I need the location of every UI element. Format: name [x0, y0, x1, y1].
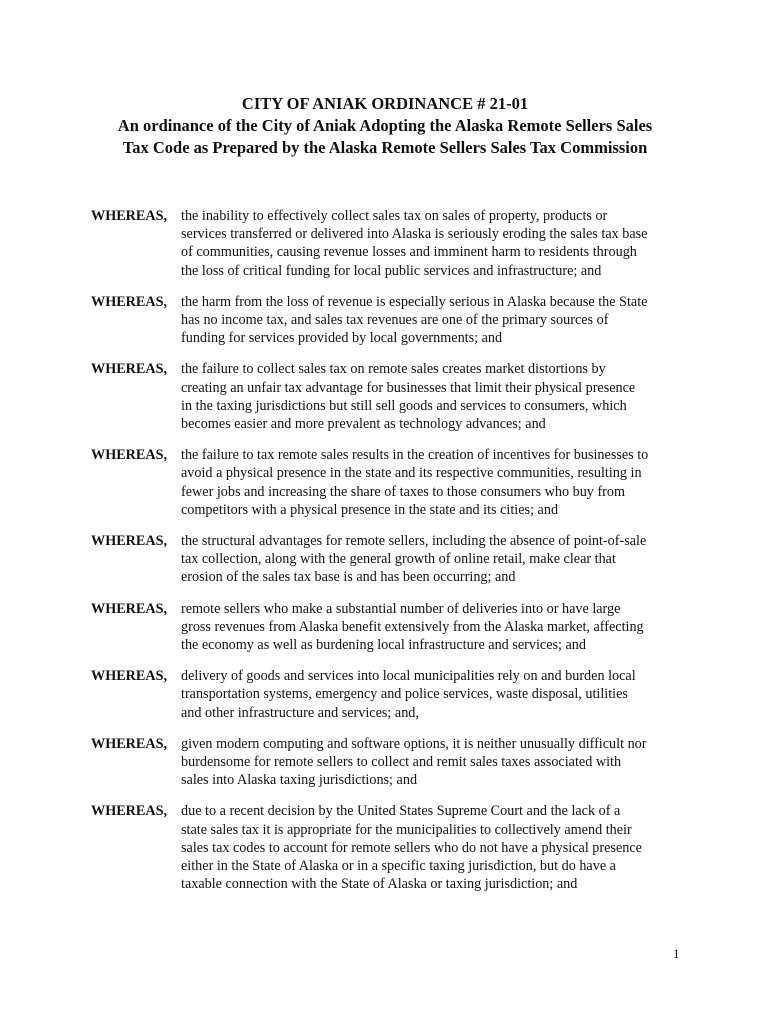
clause-keyword: WHEREAS,: [91, 600, 168, 617]
title-line: An ordinance of the City of Aniak Adopting the Alaska Remote Sellers Sales: [117, 116, 653, 135]
clause-line: tax collection, along with the general growth of online retail, make clear that: [181, 551, 616, 568]
whereas-clause: [91, 360, 691, 433]
whereas-clause: [91, 667, 691, 722]
clause-keyword: WHEREAS,: [91, 361, 168, 378]
document-title: [0, 93, 770, 159]
clause-body: [181, 293, 691, 348]
clause-keyword: WHEREAS,: [91, 447, 168, 464]
clause-keyword: WHEREAS,: [91, 735, 168, 752]
clause-keyword: WHEREAS,: [91, 668, 168, 685]
whereas-clauses: [91, 207, 691, 907]
clause-line: funding for services provided by local governments; and: [181, 330, 503, 347]
title-line: CITY OF ANIAK ORDINANCE # 21-01: [241, 94, 529, 113]
clause-line: becomes easier and more prevalent as technology advances; and: [181, 416, 546, 433]
clause-line: delivery of goods and services into local municipalities rely on and burden local: [181, 668, 636, 685]
clause-body: [181, 360, 691, 433]
clause-line: erosion of the sales tax base is and has been occurring; and: [181, 569, 516, 586]
whereas-clause: [91, 802, 691, 893]
clause-line: and other infrastructure and services; and,: [181, 704, 419, 721]
clause-line: creating an unfair tax advantage for businesses that limit their physical presence: [181, 379, 636, 396]
clause-body: [181, 446, 691, 519]
clause-body: [181, 207, 691, 280]
clause-body: [181, 532, 691, 587]
clause-line: the harm from the loss of revenue is especially serious in Alaska because the State: [181, 293, 648, 310]
clause-line: services transferred or delivered into Alaska is seriously eroding the sales tax base: [181, 226, 648, 243]
clause-line: sales tax codes to account for remote sellers who do not have a physical presence: [181, 839, 642, 856]
clause-line: due to a recent decision by the United States Supreme Court and the lack of a: [181, 803, 621, 820]
clause-line: has no income tax, and sales tax revenues are one of the primary sources of: [181, 312, 609, 329]
clause-body: [181, 735, 691, 790]
clause-line: remote sellers who make a substantial number of deliveries into or have large: [181, 600, 621, 617]
clause-line: the inability to effectively collect sales tax on sales of property, products or: [181, 208, 608, 224]
clause-line: the failure to collect sales tax on remote sales creates market distortions by: [181, 361, 606, 378]
whereas-clause: [91, 293, 691, 348]
whereas-clause: [91, 600, 691, 655]
whereas-clause: [91, 207, 691, 280]
clause-keyword: WHEREAS,: [91, 293, 168, 310]
clause-line: given modern computing and software options, it is neither unusually difficult nor: [181, 735, 647, 752]
clause-line: avoid a physical presence in the state and its respective communities, resulting in: [181, 465, 642, 482]
clause-line: taxable connection with the State of Alaska or taxing jurisdiction; and: [181, 876, 578, 893]
clause-line: the loss of critical funding for local public services and infrastructure; and: [181, 262, 602, 279]
page-number: 1: [673, 946, 680, 961]
clause-line: the failure to tax remote sales results in the creation of incentives for businesses to: [181, 447, 649, 464]
clause-line: burdensome for remote sellers to collect and remit sales taxes associated with: [181, 754, 622, 771]
clause-line: fewer jobs and increasing the share of taxes to those consumers who buy from: [181, 483, 626, 500]
title-line: Tax Code as Prepared by the Alaska Remote Sellers Sales Tax Commission: [122, 138, 648, 157]
clause-line: of communities, causing revenue losses and imminent harm to residents through: [181, 244, 637, 261]
whereas-clause: [91, 735, 691, 790]
clause-line: sales into Alaska taxing jurisdictions; and: [181, 772, 418, 789]
clause-line: the economy as well as burdening local infrastructure and services; and: [181, 637, 586, 654]
clause-keyword: WHEREAS,: [91, 803, 168, 820]
whereas-clause: [91, 446, 691, 519]
clause-line: competitors with a physical presence in the state and its cities; and: [181, 501, 559, 518]
clause-line: state sales tax it is appropriate for the municipalities to collectively amend their: [181, 821, 632, 838]
whereas-clause: [91, 532, 691, 587]
clause-line: gross revenues from Alaska benefit extensively from the Alaska market, affecting: [181, 618, 644, 635]
clause-line: transportation systems, emergency and police services, waste disposal, utilities: [181, 686, 628, 703]
clause-keyword: WHEREAS,: [91, 208, 168, 224]
clause-keyword: WHEREAS,: [91, 533, 168, 550]
clause-line: in the taxing jurisdictions but still sell goods and services to consumers, which: [181, 397, 627, 414]
clause-line: either in the State of Alaska or in a specific taxing jurisdiction, but do have a: [181, 858, 616, 875]
clause-body: [181, 802, 691, 893]
clause-body: [181, 600, 691, 655]
clause-line: the structural advantages for remote sellers, including the absence of point-of-sale: [181, 533, 647, 550]
clause-body: [181, 667, 691, 722]
